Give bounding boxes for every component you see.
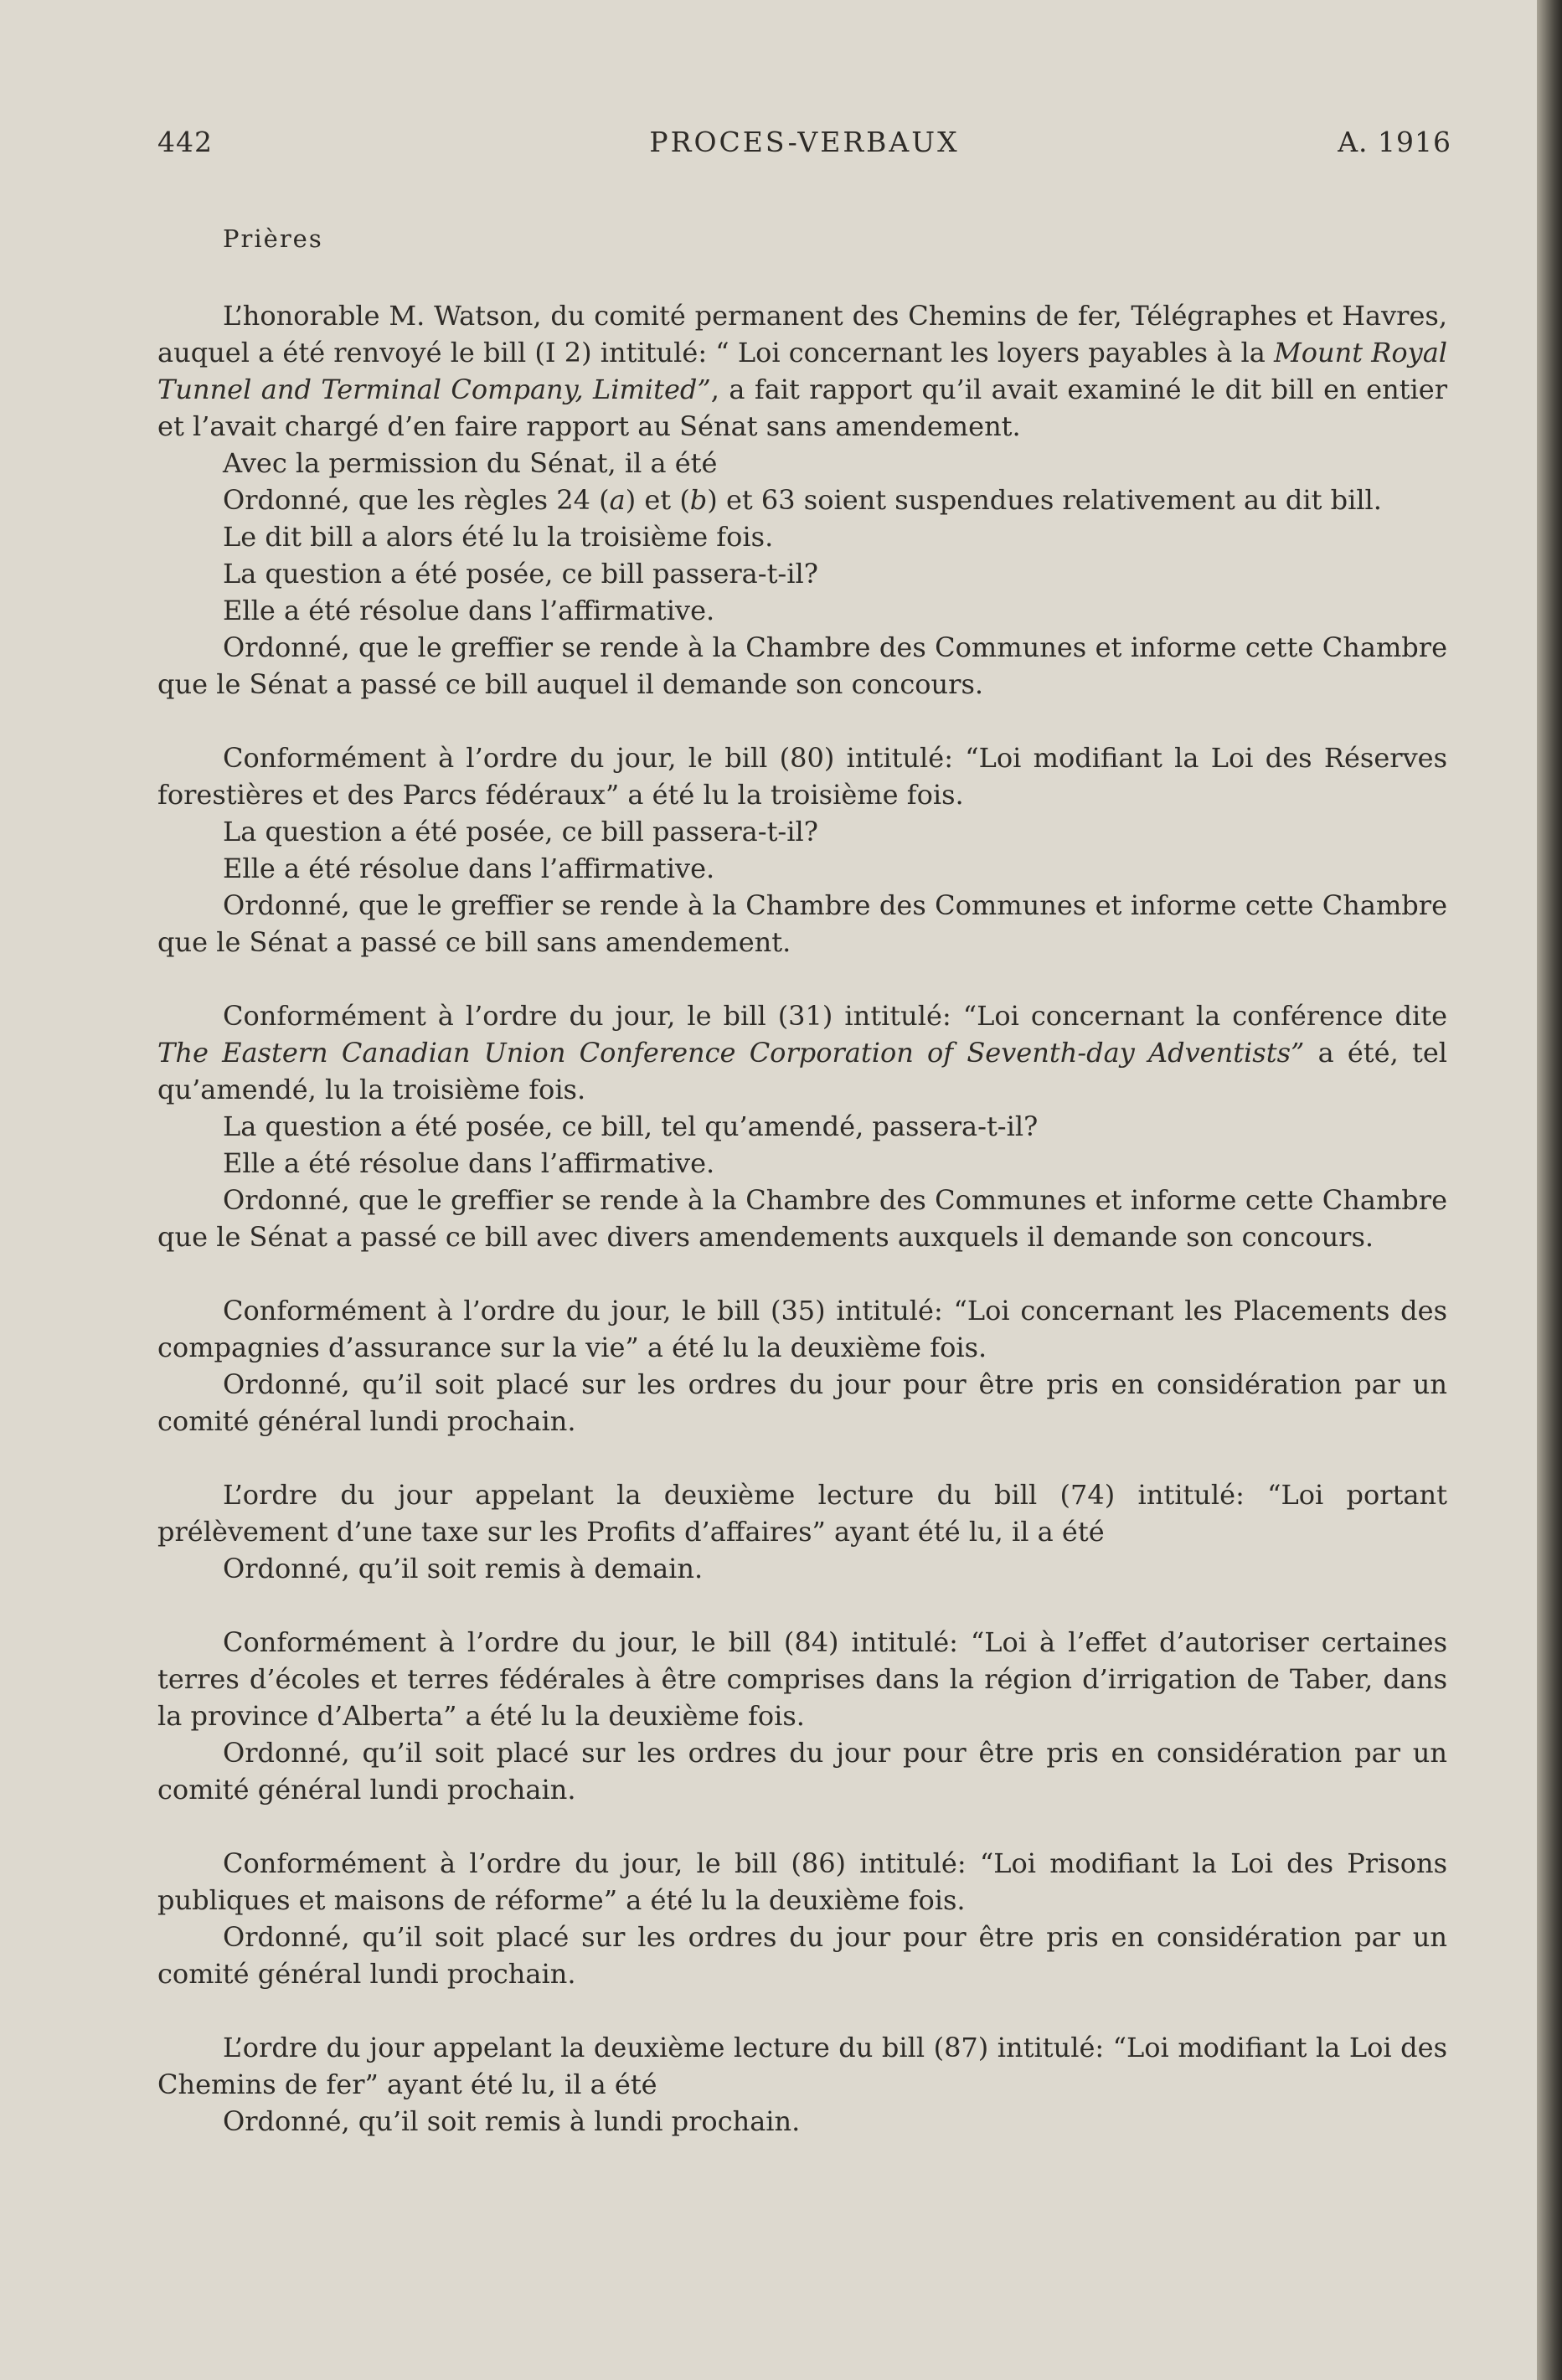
paragraph: Elle a été résolue dans l’affirmative. [223, 1147, 715, 1179]
page-number: 442 [157, 126, 213, 158]
book-spine-edge [1537, 0, 1562, 2380]
section-title: Prières [223, 224, 323, 253]
paragraph: Ordonné, qu’il soit placé sur les ordres du jour pour être pris en considération par un comité général lundi prochain. [157, 1737, 1447, 1806]
paragraph: Conformément à l’ordre du jour, le bill (84) intitulé: “Loi à l’effet d’autoriser certaines terres d’écoles et terres fédérales à être comprises dans la région d’irrigation de Taber, dans la province d’Alberta” a été lu la deuxième fois. [157, 1626, 1447, 1732]
paragraph: L’ordre du jour appelant la deuxième lecture du bill (74) intitulé: “Loi portant prélèvement d’une taxe sur les Profits d’affaires” ayant été lu, il a été [157, 1479, 1447, 1548]
paragraph: Elle a été résolue dans l’affirmative. [223, 853, 715, 884]
page-header [157, 126, 1451, 167]
paragraph: Le dit bill a alors été lu la troisième fois. [223, 521, 774, 553]
paragraph: Ordonné, qu’il soit remis à lundi prochain. [223, 2105, 801, 2137]
paragraph: Avec la permission du Sénat, il a été [223, 447, 718, 479]
paragraph: Conformément à l’ordre du jour, le bill (80) intitulé: “Loi modifiant la Loi des Réserves forestières et des Parcs fédéraux” a été lu la troisième fois. [157, 742, 1447, 811]
paragraph: Ordonné, qu’il soit placé sur les ordres du jour pour être pris en considération par un comité général lundi prochain. [157, 1921, 1447, 1990]
paragraph: Ordonné, que le greffier se rende à la Chambre des Communes et informe cette Chambre que le Sénat a passé ce bill auquel il demande son concours. [157, 631, 1447, 700]
paragraph: L’ordre du jour appelant la deuxième lecture du bill (87) intitulé: “Loi modifiant la Loi des Chemins de fer” ayant été lu, il a été [157, 2032, 1447, 2100]
paragraph: La question a été posée, ce bill, tel qu’amendé, passera-t-il? [223, 1110, 1039, 1142]
paragraph: Ordonné, que les règles 24 (a) et (b) et 63 soient suspendues relativement au dit bill. [223, 484, 1382, 516]
paragraph: Ordonné, qu’il soit remis à demain. [223, 1553, 704, 1584]
paragraph: Conformément à l’ordre du jour, le bill (86) intitulé: “Loi modifiant la Loi des Prisons publiques et maisons de réforme” a été lu la deuxième fois. [157, 1847, 1447, 1916]
page-title: PROCES-VERBAUX [649, 126, 960, 158]
page-year: A. 1916 [1338, 126, 1451, 158]
paragraph: Ordonné, que le greffier se rende à la Chambre des Communes et informe cette Chambre que le Sénat a passé ce bill sans amendement. [157, 889, 1447, 958]
paragraph: Ordonné, qu’il soit placé sur les ordres du jour pour être pris en considération par un comité général lundi prochain. [157, 1368, 1447, 1437]
paragraph: La question a été posée, ce bill passera-t-il? [223, 558, 818, 590]
paragraph: Conformément à l’ordre du jour, le bill (31) intitulé: “Loi concernant la conférence dite The Eastern Canadian Union Conference Corporation of Seventh-day Adventists” a été, tel qu’amendé, lu la troisième fois. [157, 1000, 1448, 1105]
paragraph: Ordonné, que le greffier se rende à la Chambre des Communes et informe cette Chambre que le Sénat a passé ce bill avec divers amendements auxquels il demande son concours. [157, 1184, 1447, 1253]
paragraph: La question a été posée, ce bill passera-t-il? [223, 816, 818, 847]
paragraph: Elle a été résolue dans l’affirmative. [223, 595, 715, 626]
paragraph: Conformément à l’ordre du jour, le bill (35) intitulé: “Loi concernant les Placements des compagnies d’assurance sur la vie” a été lu la deuxième fois. [157, 1295, 1447, 1363]
paragraph: L’honorable M. Watson, du comité permanent des Chemins de fer, Télégraphes et Havres, auquel a été renvoyé le bill (I 2) intitulé: “ Loi concernant les loyers payables à la Mount Royal Tunnel and Terminal Company, Limited”, a fait rapport qu’il avait examiné le dit bill en entier et l’avait chargé d’en faire rapport au Sénat sans amendement. [157, 300, 1448, 442]
document-body [157, 297, 1447, 2140]
